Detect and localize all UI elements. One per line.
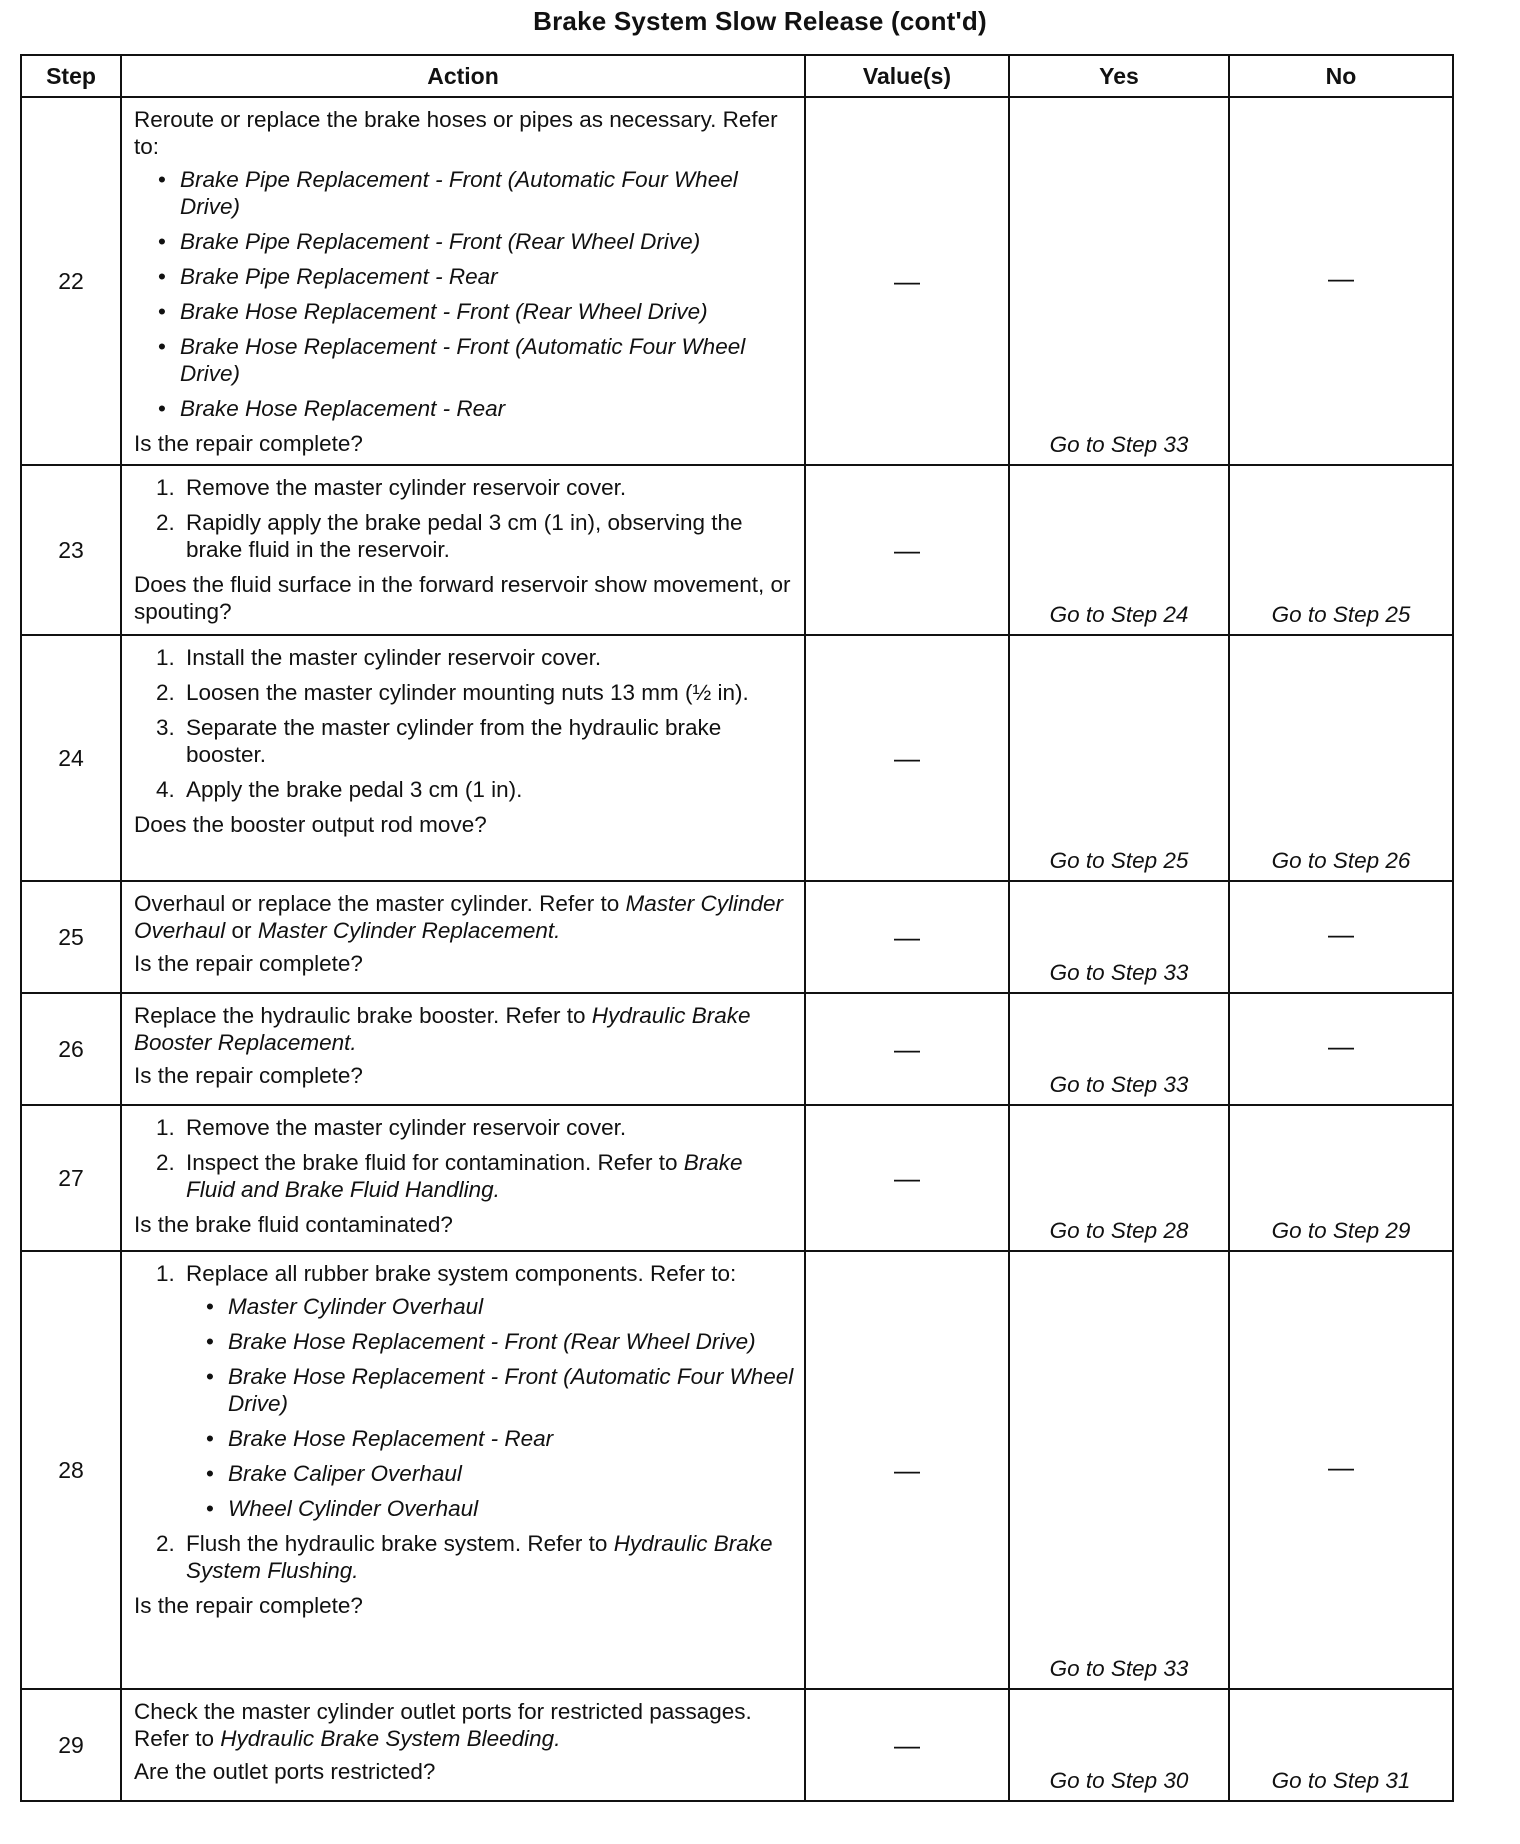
list-item	[156, 1149, 794, 1203]
value-cell: —	[805, 465, 1009, 635]
item-number: 1.	[156, 475, 175, 500]
reference-link: Brake Fluid and Brake Fluid Handling.	[186, 1150, 743, 1202]
action-cell	[121, 881, 805, 993]
reference-item: • Brake Hose Replacement - Front (Rear Wheel Drive)	[206, 1328, 794, 1355]
header-row	[21, 55, 1453, 97]
reference-item: • Brake Hose Replacement - Front (Automatic Four Wheel Drive)	[206, 1363, 794, 1417]
reference-link: Hydraulic Brake Booster Replacement.	[134, 1003, 751, 1055]
numbered-list	[134, 1260, 794, 1584]
value-cell: —	[805, 635, 1009, 881]
value-cell: —	[805, 881, 1009, 993]
no-cell: —	[1229, 1251, 1453, 1689]
value-cell: —	[805, 993, 1009, 1105]
list-item	[156, 509, 794, 563]
action-text: Reroute or replace the brake hoses or pipes as necessary. Refer to:	[134, 107, 778, 159]
reference-link: Master Cylinder Overhaul	[134, 891, 784, 943]
list-item	[156, 776, 794, 803]
reference-link: Hydraulic Brake System Bleeding.	[220, 1726, 561, 1751]
reference-item: • Brake Hose Replacement - Rear	[206, 1425, 794, 1452]
item-text: Install the master cylinder reservoir cover.	[186, 645, 602, 670]
no-cell: —	[1229, 881, 1453, 993]
no-cell: Go to Step 31	[1229, 1689, 1453, 1801]
reference-link: Hydraulic Brake System Flushing.	[186, 1531, 773, 1583]
action-question: Is the repair complete?	[134, 431, 363, 456]
item-text: Inspect the brake fluid for contamination. Refer to	[186, 1150, 684, 1175]
numbered-list	[134, 1114, 794, 1203]
header-no: No	[1229, 55, 1453, 97]
list-item	[156, 1260, 794, 1522]
value-cell: —	[805, 97, 1009, 465]
reference-list	[186, 1293, 794, 1522]
yes-cell: Go to Step 28	[1009, 1105, 1229, 1251]
item-text: Separate the master cylinder from the hydraulic brake booster.	[186, 715, 722, 767]
reference-item: • Brake Pipe Replacement - Rear	[158, 263, 794, 290]
item-text: Loosen the master cylinder mounting nuts 13 mm (½ in).	[186, 680, 749, 705]
action-question: Is the brake fluid contaminated?	[134, 1212, 453, 1237]
yes-cell: Go to Step 24	[1009, 465, 1229, 635]
step-number: 24	[21, 635, 121, 881]
action-cell	[121, 1105, 805, 1251]
step-number: 28	[21, 1251, 121, 1689]
text-part: Replace the hydraulic brake booster. Refer to	[134, 1003, 592, 1028]
item-number: 1.	[156, 1115, 175, 1140]
no-cell: —	[1229, 993, 1453, 1105]
table-row	[21, 97, 1453, 465]
yes-cell: Go to Step 33	[1009, 881, 1229, 993]
text-part: Overhaul or replace the master cylinder. Refer to	[134, 891, 626, 916]
list-item	[156, 1530, 794, 1584]
table-row	[21, 881, 1453, 993]
table-row	[21, 1105, 1453, 1251]
reference-list	[134, 166, 794, 422]
header-step: Step	[21, 55, 121, 97]
table-row	[21, 465, 1453, 635]
numbered-list	[134, 474, 794, 563]
step-number: 27	[21, 1105, 121, 1251]
step-number: 26	[21, 993, 121, 1105]
reference-item: • Brake Caliper Overhaul	[206, 1460, 794, 1487]
no-cell: —	[1229, 97, 1453, 465]
reference-item: • Brake Hose Replacement - Front (Rear Wheel Drive)	[158, 298, 794, 325]
text-part: Check the master cylinder outlet ports for restricted passages. Refer to	[134, 1699, 752, 1751]
item-text: Apply the brake pedal 3 cm (1 in).	[186, 777, 523, 802]
reference-item: • Brake Pipe Replacement - Front (Automatic Four Wheel Drive)	[158, 166, 794, 220]
header-action: Action	[121, 55, 805, 97]
item-number: 1.	[156, 645, 175, 670]
no-cell: Go to Step 25	[1229, 465, 1453, 635]
action-question: Is the repair complete?	[134, 1593, 363, 1618]
list-item	[156, 644, 794, 671]
diagnostic-table	[20, 54, 1454, 1802]
no-cell: Go to Step 29	[1229, 1105, 1453, 1251]
list-item	[156, 679, 794, 706]
yes-cell: Go to Step 25	[1009, 635, 1229, 881]
no-cell: Go to Step 26	[1229, 635, 1453, 881]
item-number: 1.	[156, 1261, 175, 1286]
action-text	[134, 1698, 794, 1752]
list-item	[156, 474, 794, 501]
list-item	[156, 1114, 794, 1141]
action-cell	[121, 97, 805, 465]
yes-cell: Go to Step 33	[1009, 1251, 1229, 1689]
reference-item: • Wheel Cylinder Overhaul	[206, 1495, 794, 1522]
action-question: Does the fluid surface in the forward reservoir show movement, or spouting?	[134, 572, 791, 624]
table-row	[21, 993, 1453, 1105]
header-values: Value(s)	[805, 55, 1009, 97]
value-cell: —	[805, 1251, 1009, 1689]
action-cell	[121, 993, 805, 1105]
item-number: 2.	[156, 680, 175, 705]
step-number: 25	[21, 881, 121, 993]
action-cell	[121, 635, 805, 881]
reference-item: • Master Cylinder Overhaul	[206, 1293, 794, 1320]
reference-item: • Brake Pipe Replacement - Front (Rear Wheel Drive)	[158, 228, 794, 255]
value-cell: —	[805, 1689, 1009, 1801]
yes-cell: Go to Step 30	[1009, 1689, 1229, 1801]
action-cell	[121, 1689, 805, 1801]
reference-link: Master Cylinder Replacement.	[257, 918, 561, 943]
item-text: Rapidly apply the brake pedal 3 cm (1 in), observing the brake fluid in the reservoir.	[186, 510, 743, 562]
item-number: 2.	[156, 1531, 175, 1556]
value-cell: —	[805, 1105, 1009, 1251]
action-question: Are the outlet ports restricted?	[134, 1759, 436, 1784]
action-text	[134, 1002, 794, 1056]
numbered-list	[134, 644, 794, 803]
reference-item: • Brake Hose Replacement - Front (Automatic Four Wheel Drive)	[158, 333, 794, 387]
item-text: Remove the master cylinder reservoir cover.	[186, 475, 627, 500]
action-question: Is the repair complete?	[134, 951, 363, 976]
header-yes: Yes	[1009, 55, 1229, 97]
item-number: 2.	[156, 510, 175, 535]
list-item	[156, 714, 794, 768]
item-text: Replace all rubber brake system components. Refer to:	[186, 1261, 737, 1286]
table-row	[21, 1689, 1453, 1801]
item-number: 3.	[156, 715, 175, 740]
table-row	[21, 1251, 1453, 1689]
action-cell	[121, 465, 805, 635]
action-question: Is the repair complete?	[134, 1063, 363, 1088]
step-number: 23	[21, 465, 121, 635]
item-text: Remove the master cylinder reservoir cover.	[186, 1115, 627, 1140]
action-text	[134, 890, 794, 944]
item-number: 4.	[156, 777, 175, 802]
page-title: Brake System Slow Release (cont'd)	[533, 6, 987, 36]
item-number: 2.	[156, 1150, 175, 1175]
yes-cell: Go to Step 33	[1009, 993, 1229, 1105]
action-cell	[121, 1251, 805, 1689]
table-row	[21, 635, 1453, 881]
reference-item: • Brake Hose Replacement - Rear	[158, 395, 794, 422]
text-part: or	[225, 918, 258, 943]
yes-cell: Go to Step 33	[1009, 97, 1229, 465]
action-question: Does the booster output rod move?	[134, 812, 487, 837]
step-number: 22	[21, 97, 121, 465]
item-text: Flush the hydraulic brake system. Refer to	[186, 1531, 614, 1556]
step-number: 29	[21, 1689, 121, 1801]
